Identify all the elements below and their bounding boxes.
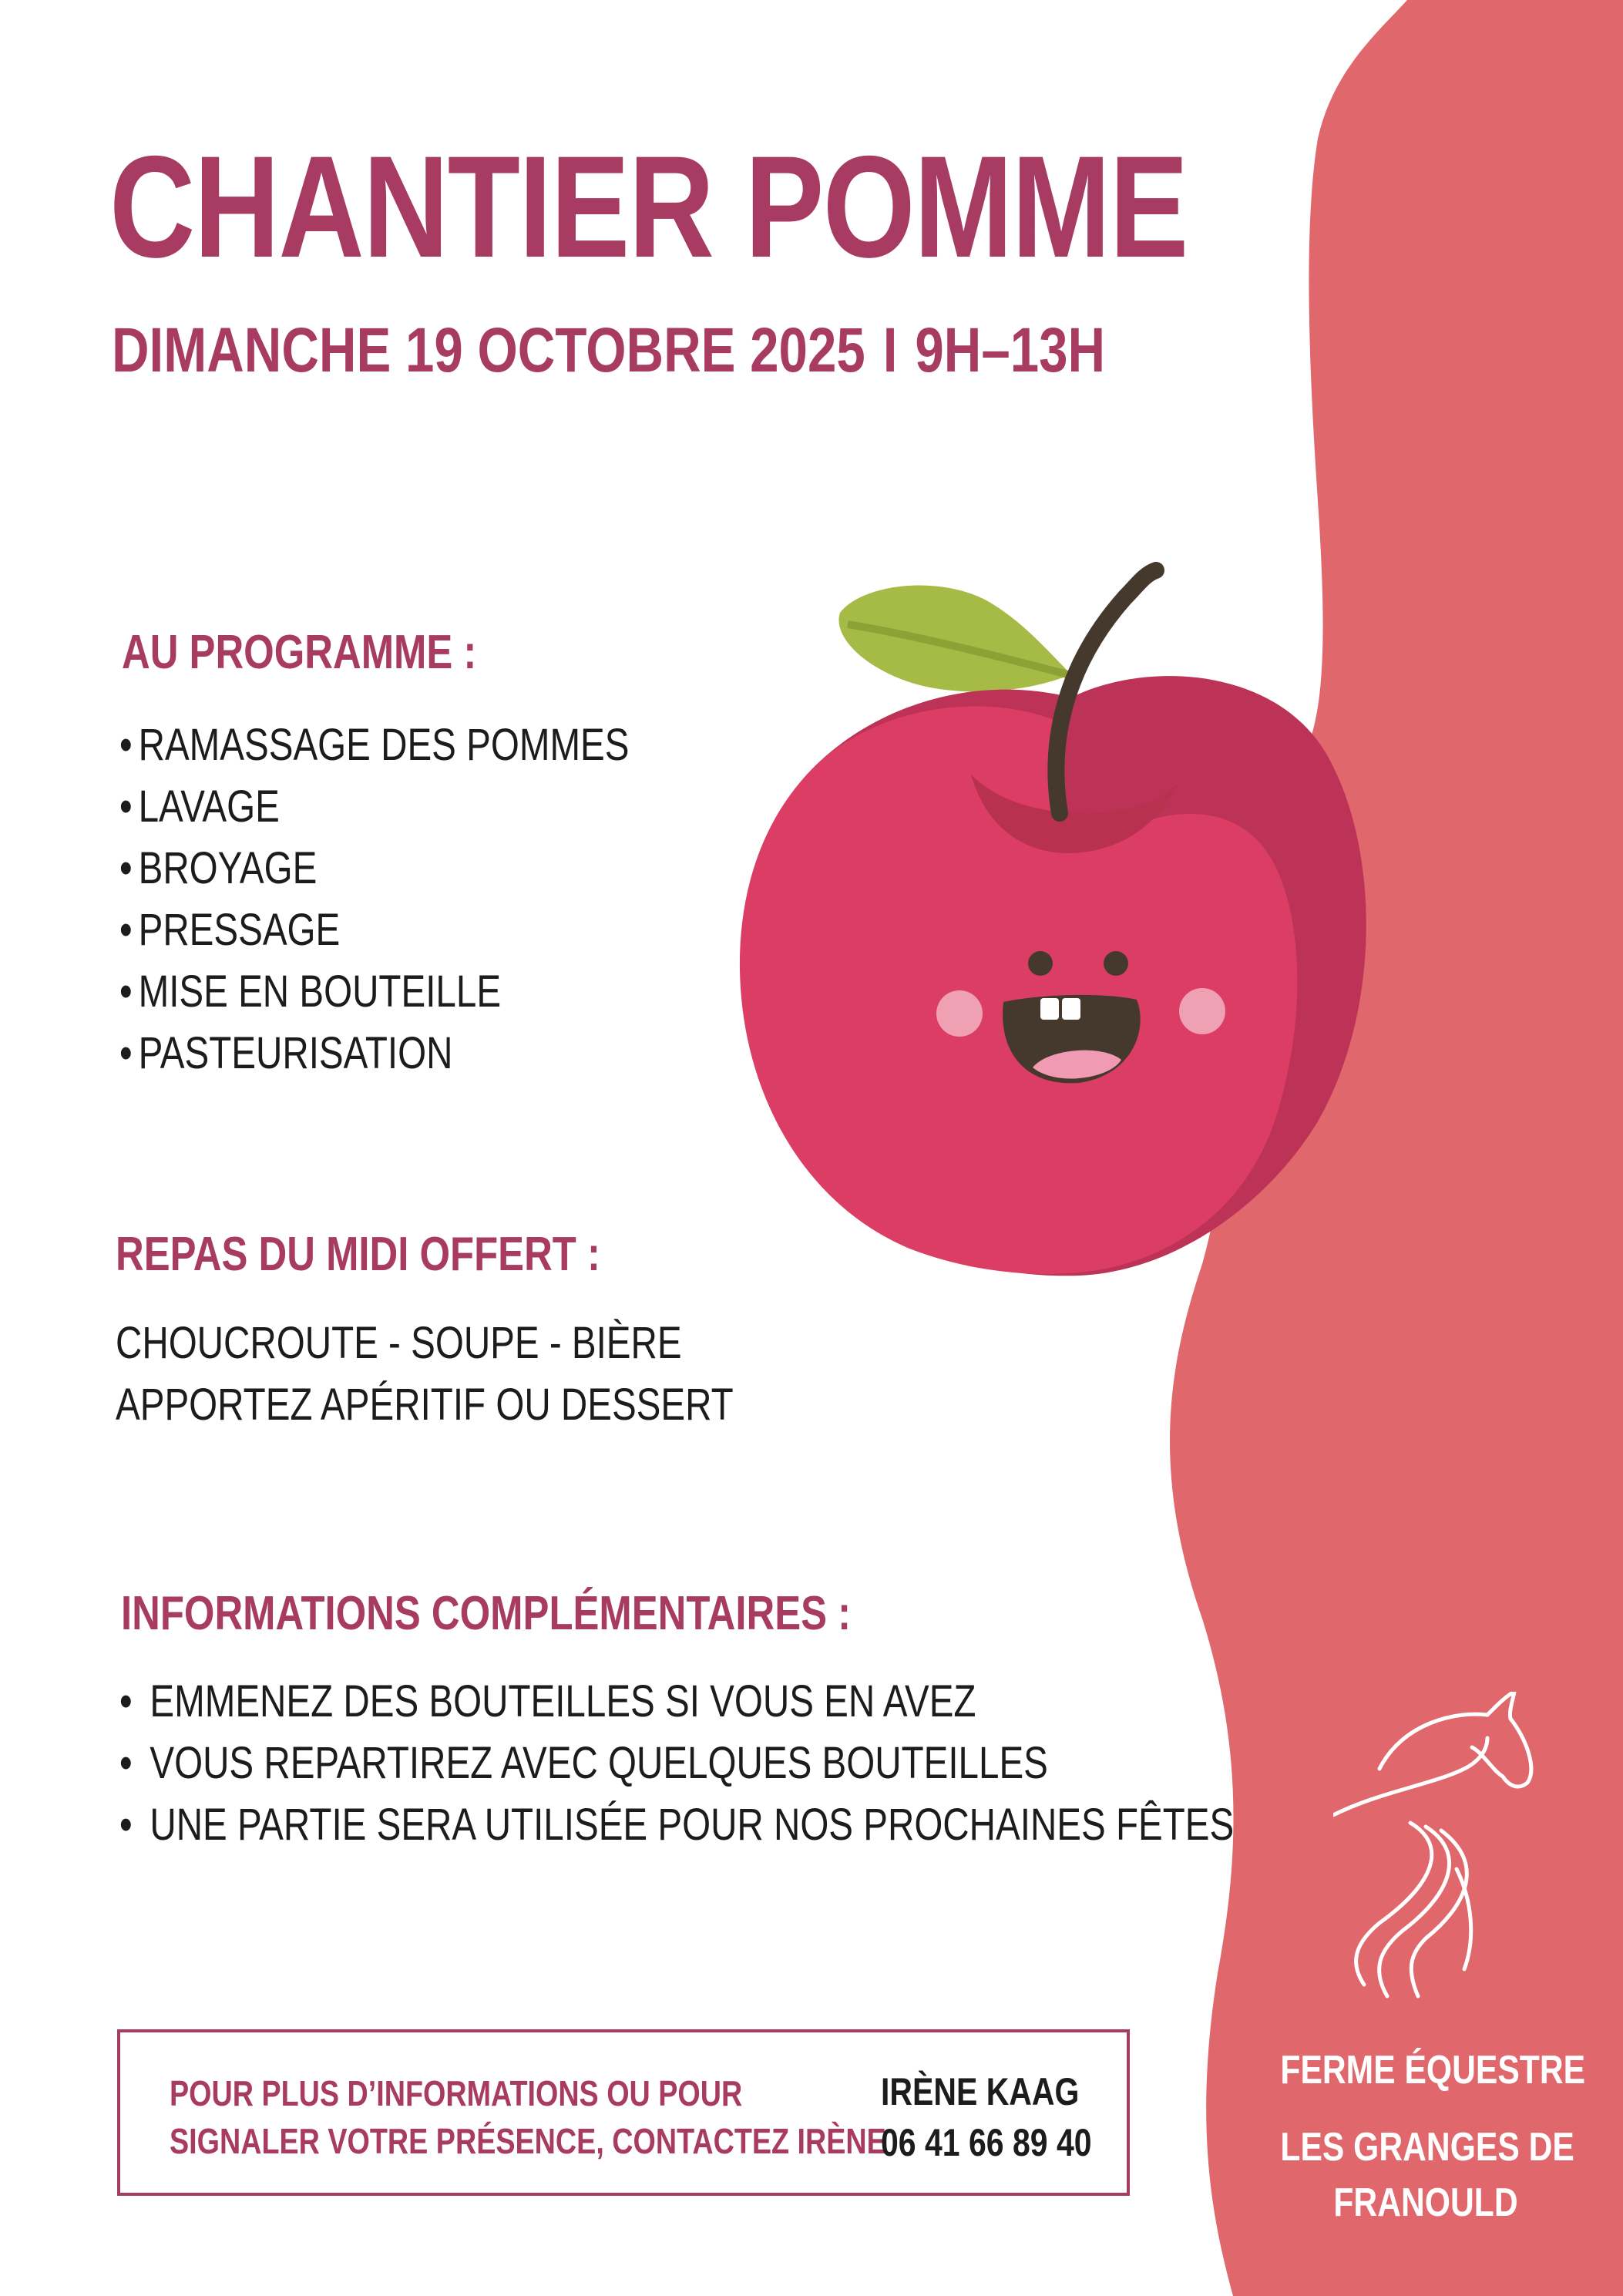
list-item	[119, 776, 630, 838]
infos-heading: INFORMATIONS COMPLÉMENTAIRES :	[121, 1587, 852, 1640]
contact-name: IRÈNE KAAG	[881, 2070, 1080, 2113]
list-item	[119, 714, 630, 776]
repas-line: APPORTEZ APÉRITIF OU DESSERT	[116, 1380, 734, 1430]
repas-heading: REPAS DU MIDI OFFERT :	[116, 1228, 600, 1281]
repas-line: CHOUCROUTE - SOUPE - BIÈRE	[116, 1318, 682, 1368]
list-item-label: LAVAGE	[138, 782, 280, 832]
date-separator: I	[882, 315, 898, 385]
contact-phone[interactable]: 06 41 66 89 40	[881, 2121, 1092, 2164]
farm-name-spacer	[1280, 2098, 1571, 2120]
contact-message-line: POUR PLUS D’INFORMATIONS OU POUR	[170, 2073, 743, 2113]
list-item	[119, 961, 630, 1023]
apple-eye-left	[1028, 951, 1053, 976]
bullet: •	[119, 720, 133, 770]
event-date: DIMANCHE 19 OCTOBRE 2025	[112, 315, 865, 385]
apple-icon	[717, 551, 1418, 1283]
bullet: •	[119, 1028, 133, 1078]
bullet: •	[119, 1676, 133, 1726]
contact-box	[117, 2029, 1130, 2196]
apple-cheek-left	[936, 990, 983, 1037]
apple-tooth-left	[1040, 998, 1059, 1020]
horse-body-line-1	[1356, 1823, 1432, 1985]
event-hours: 9H–13H	[915, 315, 1106, 385]
horse-logo-icon	[1333, 1692, 1541, 2000]
page-title: CHANTIER POMME	[109, 126, 1188, 287]
list-item	[119, 1794, 1234, 1856]
list-item-label: VOUS REPARTIREZ AVEC QUELQUES BOUTEILLES	[150, 1738, 1048, 1788]
bullet: •	[119, 782, 133, 832]
list-item-label: UNE PARTIE SERA UTILISÉE POUR NOS PROCHAINES FÊTES	[150, 1800, 1235, 1850]
apple-eye-right	[1104, 951, 1128, 976]
list-item	[119, 1671, 1234, 1733]
farm-name-line: FRANOULD	[1333, 2180, 1518, 2225]
apple-cheek-right	[1179, 988, 1225, 1034]
list-item-label: BROYAGE	[138, 843, 318, 893]
infos-list	[119, 1671, 1234, 1856]
list-item-label: MISE EN BOUTEILLE	[138, 966, 502, 1017]
list-item-label: EMMENEZ DES BOUTEILLES SI VOUS EN AVEZ	[150, 1676, 976, 1726]
contact-message-line: SIGNALER VOTRE PRÉSENCE, CONTACTEZ IRÈNE	[170, 2121, 886, 2161]
event-date-time	[112, 316, 1105, 385]
bullet: •	[119, 905, 133, 955]
apple-tooth-right	[1062, 998, 1080, 1020]
list-item	[119, 838, 630, 899]
farm-name-line: LES GRANGES DE	[1280, 2125, 1574, 2170]
list-item	[119, 899, 630, 961]
programme-list	[119, 714, 630, 1084]
leaf-shape	[838, 586, 1071, 692]
repas-details	[116, 1313, 734, 1436]
list-item	[119, 1023, 630, 1084]
horse-leg-line	[1457, 1869, 1471, 1969]
contact-person	[860, 2066, 1091, 2168]
contact-message	[170, 2069, 886, 2165]
list-item-label: PRESSAGE	[138, 905, 341, 955]
farm-name-line: FERME ÉQUESTRE	[1280, 2048, 1586, 2093]
list-item	[119, 1733, 1234, 1794]
horse-neck-outline	[1333, 1738, 1487, 1815]
bullet: •	[119, 966, 133, 1017]
list-item-label: RAMASSAGE DES POMMES	[138, 720, 630, 770]
bullet: •	[119, 1800, 133, 1850]
horse-body-line-2	[1379, 1827, 1450, 1996]
bullet: •	[119, 843, 133, 893]
farm-name	[1248, 2042, 1603, 2230]
list-item-label: PASTEURISATION	[138, 1028, 453, 1078]
bullet: •	[119, 1738, 133, 1788]
programme-heading: AU PROGRAMME :	[122, 626, 477, 679]
horse-body-line-3	[1411, 1830, 1467, 1996]
